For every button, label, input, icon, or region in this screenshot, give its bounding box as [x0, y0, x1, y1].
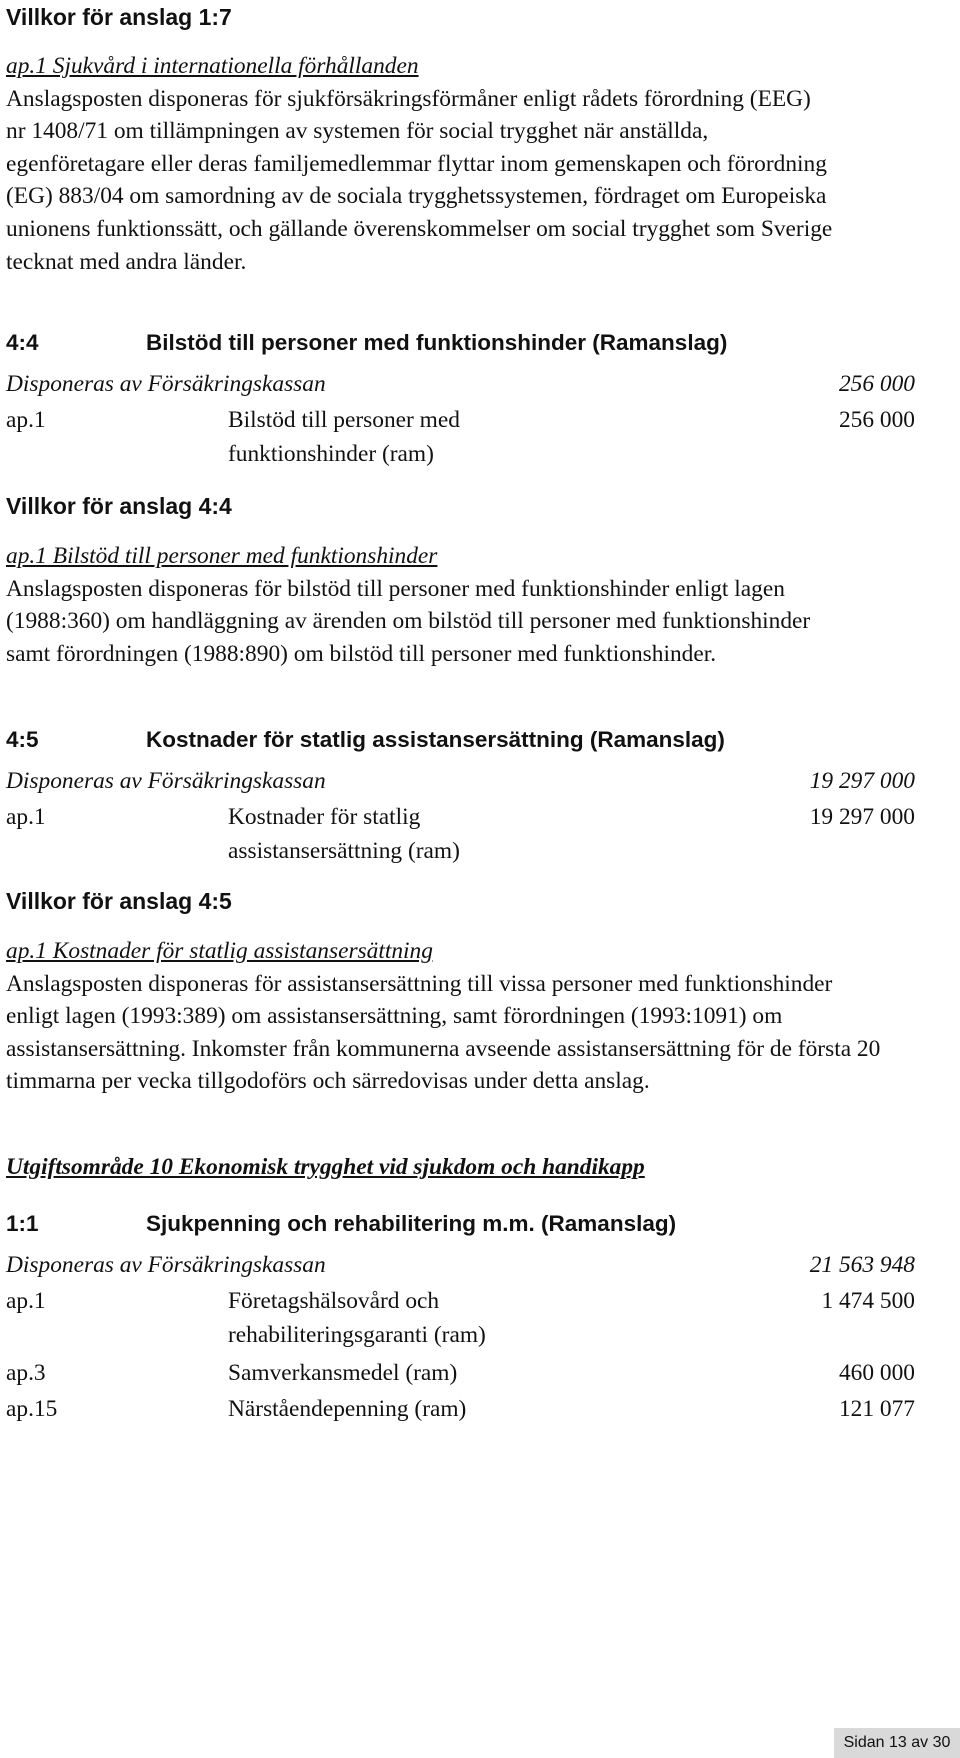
row-label: Företagshälsovård och [228, 1288, 440, 1314]
row-label-2: assistansersättning (ram) [228, 838, 460, 864]
section-1-1-table [6, 1248, 956, 1428]
row-label: Kostnader för statlig [228, 804, 421, 830]
row-amount: 19 297 000 [809, 804, 915, 830]
section-4-5 [6, 725, 956, 755]
villkor-4-5-body [6, 935, 956, 1098]
subheading: ap.1 Sjukvård i internationella förhållanden [6, 53, 419, 79]
section-4-4-table [6, 367, 956, 475]
row-amount: 256 000 [838, 407, 915, 433]
row-code: ap.15 [6, 1396, 58, 1422]
disponeras-amount: 21 563 948 [809, 1252, 915, 1278]
row-code: ap.1 [6, 1288, 46, 1314]
disponeras-label: Disponeras av Försäkringskassan [6, 371, 326, 397]
villkor-4-5 [6, 886, 956, 916]
row-amount: 121 077 [838, 1396, 915, 1422]
table-row [6, 800, 956, 872]
disponeras-amount: 256 000 [838, 371, 915, 397]
section-title: Kostnader för statlig assistansersättning (Ramanslag) [146, 727, 725, 752]
section-number: 4:4 [6, 330, 39, 355]
section-4-5-table [6, 764, 956, 872]
subheading: ap.1 Bilstöd till personer med funktionshinder [6, 543, 438, 569]
disponeras-row [6, 1248, 956, 1284]
row-code: ap.1 [6, 804, 46, 830]
section-4-4 [6, 328, 956, 358]
villkor-heading: Villkor för anslag 1:7 [6, 4, 232, 30]
section-number: 4:5 [6, 727, 39, 752]
villkor-4-4-body [6, 540, 956, 670]
utgiftsomrade [6, 1152, 956, 1182]
table-row [6, 1284, 956, 1356]
row-code: ap.3 [6, 1360, 46, 1386]
villkor-1-7-body [6, 50, 956, 278]
row-amount: 460 000 [838, 1360, 915, 1386]
row-amount: 1 474 500 [821, 1288, 915, 1314]
villkor-heading: Villkor för anslag 4:4 [6, 493, 232, 519]
villkor-1-7 [6, 2, 956, 32]
row-label-2: funktionshinder (ram) [228, 441, 434, 467]
section-heading [6, 1209, 956, 1239]
row-code: ap.1 [6, 407, 46, 433]
page-number-footer: Sidan 13 av 30 [834, 1728, 960, 1758]
disponeras-label: Disponeras av Försäkringskassan [6, 768, 326, 794]
section-1-1 [6, 1209, 956, 1239]
subheading: ap.1 Kostnader för statlig assistansersättning [6, 938, 433, 964]
table-row [6, 1356, 956, 1392]
row-label: Närståendepenning (ram) [228, 1396, 467, 1422]
disponeras-row [6, 764, 956, 800]
disponeras-amount: 19 297 000 [809, 768, 915, 794]
paragraph: Anslagsposten disponeras för bilstöd till personer med funktionshinder enligt lagen (1988:360) om handläggning av ärenden om bilstöd till personer med funktionshinder samt förordningen (1988:890) om bilstöd till personer med funktionshinder. [6, 575, 811, 667]
table-row [6, 1392, 956, 1428]
section-heading [6, 725, 956, 755]
disponeras-row [6, 367, 956, 403]
row-label-2: rehabiliteringsgaranti (ram) [228, 1322, 486, 1348]
section-number: 1:1 [6, 1211, 39, 1236]
disponeras-label: Disponeras av Försäkringskassan [6, 1252, 326, 1278]
paragraph: Anslagsposten disponeras för assistansersättning till vissa personer med funktionshinder enligt lagen (1993:389) om assistansersättning, samt förordningen (1993:1091) om assistansersättning. Inkomster från kommunerna avseende assistansersättning för de första 20 timmarna per vecka tillgodoförs och särredovisas under detta anslag. [6, 970, 881, 1095]
section-title: Sjukpenning och rehabilitering m.m. (Ramanslag) [146, 1211, 677, 1236]
row-label: Bilstöd till personer med [228, 407, 460, 433]
table-row [6, 403, 956, 475]
section-title: Bilstöd till personer med funktionshinder (Ramanslag) [146, 330, 728, 355]
section-heading [6, 328, 956, 358]
villkor-4-4 [6, 491, 956, 521]
paragraph: Anslagsposten disponeras för sjukförsäkringsförmåner enligt rådets förordning (EEG) nr 1408/71 om tillämpningen av systemen för social trygghet när anställda, egenföretagare eller deras familjemedlemmar flyttar inom gemenskapen och förordning (EG) 883/04 om samordning av de sociala trygghetssystemen, fördraget om Europeiska unionens funktionssätt, och gällande överenskommelser om social trygghet som Sverige tecknat med andra länder. [6, 85, 833, 275]
row-label: Samverkansmedel (ram) [228, 1360, 458, 1386]
villkor-heading: Villkor för anslag 4:5 [6, 888, 232, 914]
utgiftsomrade-heading: Utgiftsområde 10 Ekonomisk trygghet vid sjukdom och handikapp [6, 1154, 645, 1180]
